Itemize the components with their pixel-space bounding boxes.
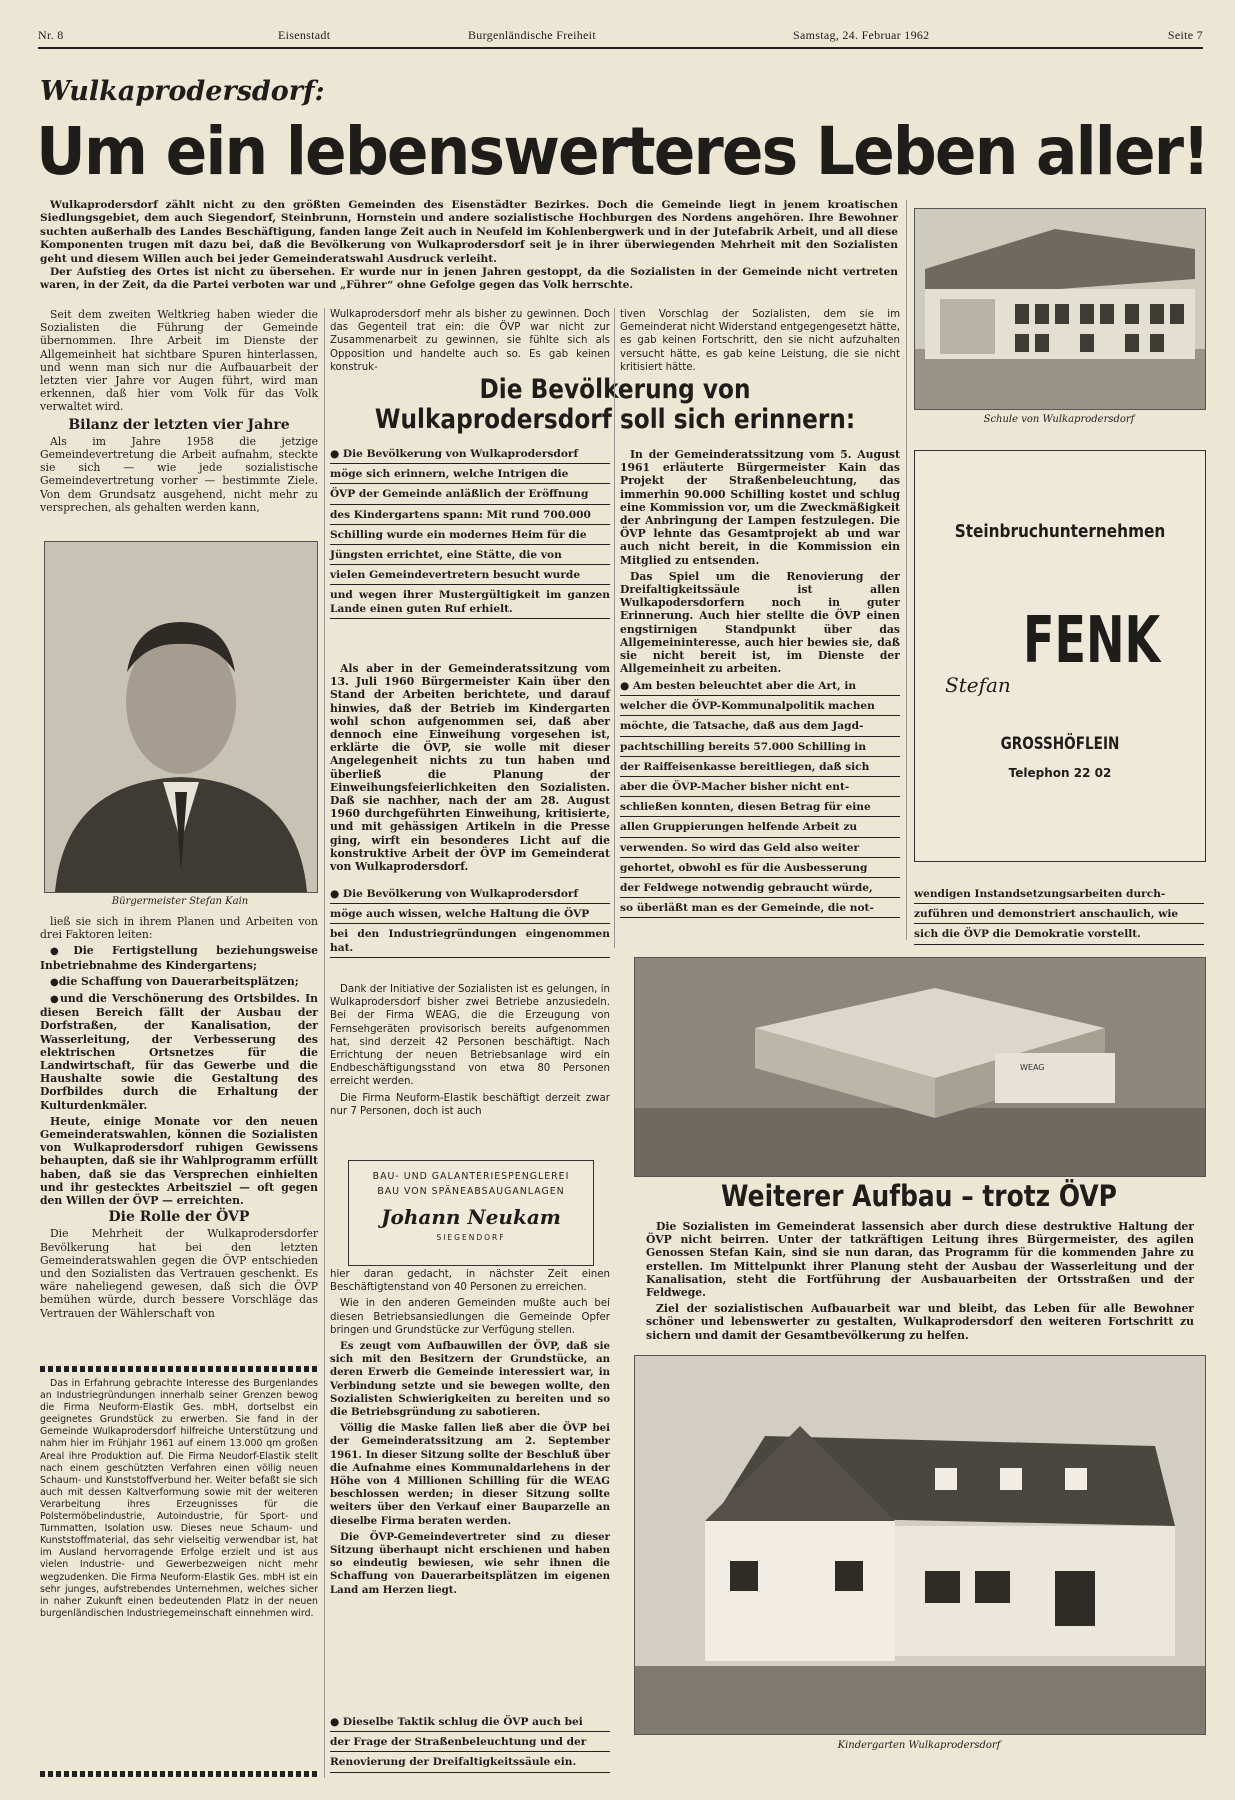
col3-para: tiven Vorschlag der Sozialisten, dem sie im Gemeinderat nicht Widerstand entgegengesetzt hätte, es gab keinen Fortschritt, den sie nicht aufzuhalten versucht hätte, es gab keine Leistung, die sie nicht kritisiert hätte. (620, 309, 900, 373)
underlined-line: der Frage der Straßenbeleuchtung und der (330, 1736, 610, 1752)
col1-bullet: ● und die Verschönerung des Ortsbildes. In diesen Bereich fällt der Ausbau der Dorfstraßen, der Kanalisation, der Wasserleitung, der Verbesserung des elektrischen Ortsnetzes für die Landwirtschaft, für das Gewerbe und die Haushalte sowie die Gestaltung des Dorfbildes durch die Erhaltung der Kulturdenkmäler. (40, 992, 318, 1112)
issue-date: Samstag, 24. Februar 1962 (793, 28, 930, 42)
col2-mid (330, 662, 610, 876)
underlined-line: so überläßt man es der Gemeinde, die not- (620, 902, 900, 918)
col3-para: In der Gemeinderatssitzung vom 5. August 1961 erläuterte Bürgermeister Kain das Projekt der Straßenbeleuchtung, das immerhin 90.000 Schilling kostet und schlug eine Kommission vor, um die Zweckmäßigkeit der Anbringung der Lampen festzulegen. Die ÖVP lehnte das Gesamtprojekt ab und war auch nicht bereit, in die Kommission ein Mitglied zu entsenden. (620, 448, 900, 567)
col1-bullet: ● die Schaffung von Dauerarbeitsplätzen; (40, 975, 318, 989)
underlined-line: Jüngsten errichtet, eine Stätte, die von (330, 549, 610, 565)
subhead-erinnern (370, 375, 860, 435)
col1-bottom (40, 915, 318, 1323)
underlined-line: des Kindergartens spann: Mit rund 700.000 (330, 509, 610, 525)
col1-para: Die Mehrheit der Wulkaprodersdorfer Bevölkerung hat bei den letzten Gemeinderatswahlen gegen die ÖVP entschieden und den Sozialisten das Vertrauen geschenkt. Es wäre naheliegend gewesen, daß sich die ÖVP bemühen würde, durch bessere Vorschläge das Vertrauen der Wählerschaft von (40, 1227, 318, 1320)
underlined-line: ● Am besten beleuchtet aber die Art, in (620, 680, 900, 696)
header-rule (38, 47, 1203, 49)
ad-fenk-phone: Telephon 22 02 (1008, 766, 1112, 780)
ad-fenk-first: Stefan (945, 673, 1011, 697)
closing-para: Die Sozialisten im Gemeinderat lassensich aber durch diese destruktive Haltung der ÖVP nicht beirren. Unter der tatkräftigen Leitung ihres Bürgermeister, des agilen Genossen Stefan Kain, sind sie nun daran, das Programm für die kommenden Jahre zu erstellen. Im Mittelpunkt ihrer Planung steht der Ausbau der Wasserleitung und der Kanalisation, steht die Fortführung der Ausbauarbeiten der Ortsstraßen und der Feldwege. (646, 1220, 1194, 1300)
col1-top (40, 308, 318, 517)
col2-para: Als aber in der Gemeinderatssitzung vom 13. Juli 1960 Bürgermeister Kain über den Stand der Arbeiten berichtete, und darauf hinwies, daß der Betrieb im Kindergarten wohl schon aufgenommen sei, daß aber dennoch eine Einweihung vorgesehen ist, erklärte die ÖVP, sie wolle mit dieser Angelegenheit nichts zu tun haben und überließ die Planung der Einweihungsfeierlichkeiten den Sozialisten. Daß sie nachher, nach der am 28. August 1960 durchgeführten Einweihung, kritisierte, und mit gehässigen Artikeln in die Presse ging, wirft ein besonderes Licht auf die konstruktive Arbeit der ÖVP im Gemeinderat von Wulkaprodersdorf. (330, 662, 610, 874)
col2-underlined-1 (330, 448, 610, 623)
ad-fenk (914, 450, 1206, 862)
subhead-rolle: Die Rolle der ÖVP (108, 1209, 250, 1226)
dotted-rule-bottom (40, 1771, 318, 1777)
underlined-line: Schilling wurde ein modernes Heim für die (330, 529, 610, 545)
header-place: Eisenstadt (278, 28, 331, 42)
col2-para: hier daran gedacht, in nächster Zeit einen Beschäftigtenstand von 40 Personen zu erreichen. (330, 1269, 610, 1294)
col2-para: Wie in den anderen Gemeinden mußte auch bei diesen Betriebsansiedlungen die Gemeinde Opfer bringen und Grundstücke zur Verfügung stellen. (330, 1298, 610, 1336)
dotted-rule-top (40, 1366, 318, 1372)
underlined-line: der Raiffeisenkasse bereitliegen, daß sich (620, 761, 900, 777)
underlined-line: ÖVP der Gemeinde anläßlich der Eröffnung (330, 488, 610, 504)
col1-bullet: ● Die Fertigstellung beziehungsweise Inbetriebnahme des Kindergartens; (40, 944, 318, 971)
ad-neukam-name: Johann Neukam (381, 1205, 561, 1229)
ad-neukam-line2: BAU VON SPÄNEABSAUGANLAGEN (377, 1186, 565, 1197)
col2-para: Die ÖVP-Gemeindevertreter sind zu dieser Sitzung überhaupt nicht erschienen und haben so eindeutig bewiesen, wie sehr ihnen die Schaffung von Dauerarbeitsplätzen im eigenen Land am Herzen liegt. (330, 1530, 610, 1596)
col1-para: ließ sie sich in ihrem Planen und Arbeiten von drei Faktoren leiten: (40, 915, 318, 942)
mayor-portrait-illustration (45, 542, 317, 892)
col2-para: Wulkaprodersdorf mehr als bisher zu gewinnen. Doch das Gegenteil trat ein: die ÖVP war nicht zur Zusammenarbeit zu gewinnen, sie fühlte sich als Opposition und handelte auch so. Es gab keinen konstruk- (330, 309, 610, 373)
underlined-line: zuführen und demonstriert anschaulich, wie (914, 908, 1204, 924)
col2-bottom (330, 1268, 610, 1600)
column-rule (324, 308, 325, 1778)
underlined-line: der Feldwege notwendig gebraucht würde, (620, 882, 900, 898)
underlined-line: allen Gruppierungen helfende Arbeit zu (620, 821, 900, 837)
mayor-caption: Bürgermeister Stefan Kain (111, 896, 249, 907)
page-number: Seite 7 (1167, 28, 1203, 42)
col3-underlined (620, 680, 900, 922)
col2-underlined-3 (330, 1716, 610, 1777)
col2-para: Es zeugt vom Aufbauwillen der ÖVP, daß sie sich mit den Besitzern der Grundstücke, an deren Erwerb die Gemeinde interessiert war, in Verbindung setzte und sie bewegen wollte, den Sozialisten Schwierigkeiten zu bereiten und so die Betriebsgründung zu sabotieren. (330, 1340, 610, 1419)
underlined-line: pachtschilling bereits 57.000 Schilling in (620, 741, 900, 757)
intro (40, 199, 898, 293)
factory-illustration (635, 958, 1205, 1176)
underlined-line: verwenden. So wird das Geld also weiter (620, 842, 900, 858)
intro-paragraph: Wulkaprodersdorf zählt nicht zu den größten Gemeinden des Eisenstädter Bezirkes. Doch die Gemeinde liegt in jenem kroatischen Siedlungsgebiet, dem auch Siegendorf, Steinbrunn, Hornstein und andere sozialistische Hochburgen des Nordens angehören. Ihre Bewohner suchten außerhalb des Landes Beschäftigung, fanden lange Zeit auch in Neufeld im Kohlenbergwerk und in der Jutefabrik Arbeit, und all diese Komponenten trugen mit dazu bei, daß die Bevölkerung von Wulkaprodersdorf seit je in ihrer überwiegenden Mehrheit mit den Sozialisten geht und diesem Willen auch bei jeder Gemeinderatswahl Ausdruck verleiht. (40, 199, 898, 265)
col1-para: Das in Erfahrung gebrachte Interesse des Burgenlandes an Industriegründungen innerhalb seiner Grenzen bewog die Firma Neuform-Elastik Ges. mbH, dortselbst ein geeignetes Grundstück zu erwerben. Sie fand in der Gemeinde Wulkaprodersdorf hilfreiche Unterstützung und nahm hier im Frühjahr 1961 auf einem 13.000 qm großen Areal ihre Produktion auf. Die Firma Neudorf-Elastik stellt nach einem geschützten Verfahren einen völlig neuen Schaum- und Kunststoffverbund her. Weiter befaßt sie sich auch mit dessen Kaltverformung sowie mit der weiteren Verarbeitung ihres Erzeugnisses für die Polstermöbelindustrie, Autoindustrie, für Sport- und Turnmatten, Isolation usw. Dieses neue Schaum- und Kunststoffmaterial, das sehr vielseitig verwendbar ist, hat im Ausland hervorragende Erfolge erzielt und ist aus vielen Industrie- und Gewerbezweigen nicht mehr wegzudenken. Die Firma Neuform-Elastik Ges. mbH ist ein sehr junges, aufstrebendes Unternehmen, welches sicher in naher Zukunft einen bedeutenden Platz in der neuen burgenländischen Industriegemeinschaft einnehmen wird. (40, 1378, 318, 1619)
underlined-line: ● Die Bevölkerung von Wulkaprodersdorf (330, 888, 610, 904)
mayor-portrait (44, 541, 318, 893)
ad-neukam-line1: BAU- UND GALANTERIESPENGLEREI (372, 1171, 570, 1182)
school-building-illustration (915, 209, 1205, 409)
subhead-weiterer (674, 1178, 1164, 1214)
underlined-line: vielen Gemeindevertretern besucht wurde (330, 569, 610, 585)
factory-sign: WEAG (1020, 1063, 1045, 1072)
col1-para: Als im Jahre 1958 die jetzige Gemeindevertretung die Arbeit aufnahm, steckte sie sich — wie jede sozialistische Gemeindevertretung vorher — bestimmte Ziele. Von dem Grundsatz ausgehend, nicht mehr zu versprechen, als gehalten werden kann, (40, 434, 318, 514)
underlined-line: und wegen ihrer Mustergültigkeit im ganzen Lande einen guten Ruf erhielt. (330, 589, 610, 618)
page-header (38, 28, 1203, 46)
kindergarten-photo (634, 1355, 1206, 1735)
ad-fenk-town: GROSSHÖFLEIN (1000, 734, 1120, 754)
underlined-line: ● Die Bevölkerung von Wulkaprodersdorf (330, 448, 610, 464)
underlined-line: möchte, die Tatsache, daß aus dem Jagd- (620, 720, 900, 736)
col2-underlined-2 (330, 888, 610, 962)
col2-lower (330, 983, 610, 1121)
ad-neukam (348, 1160, 594, 1266)
school-caption: Schule von Wulkaprodersdorf (983, 414, 1135, 425)
newspaper-name: Burgenländische Freiheit (468, 28, 596, 42)
col3-para: Das Spiel um die Renovierung der Dreifaltigkeitssäule ist allen Wulkapodersdorfern noch in guter Erinnerung. Auch hier stellte die ÖVP einen engstirnigen Standpunkt über das Allgemeininteresse, auch hier bewies sie, daß sie nicht bereit ist, im Dienste der Allgemeinheit zu arbeiten. (620, 569, 900, 676)
underlined-line: gehortet, obwohl es für die Ausbesserung (620, 862, 900, 878)
col3-top (620, 308, 900, 377)
col2-top (330, 308, 610, 377)
subhead-bilanz: Bilanz der letzten vier Jahre (68, 416, 290, 433)
subhead-erinnern-text: Die Bevölkerung von Wulkaprodersdorf soll sich erinnern: (374, 374, 856, 435)
underlined-line: aber die ÖVP-Macher bisher nicht ent- (620, 781, 900, 797)
neuform-article (40, 1378, 318, 1623)
kicker: Wulkaprodersdorf: (40, 76, 325, 107)
underlined-line: möge auch wissen, welche Haltung die ÖVP (330, 908, 610, 924)
ad-neukam-town: SIEGENDORF (436, 1233, 506, 1242)
underlined-tail (914, 888, 1204, 949)
col2-para: Völlig die Maske fallen ließ aber die ÖVP bei der Gemeinderatssitzung am 2. September 1961. In dieser Sitzung sollte der Beschluß über die Aufnahme eines Kommunaldarlehens in der Höhe von 4 Millionen Schilling für die WEAG beschlossen werden; in dieser Sitzung sollte weiters über den Verkauf einer Bauparzelle an dieselbe Firma beraten werden. (330, 1422, 610, 1527)
issue-number: Nr. 8 (38, 28, 64, 42)
underlined-line: wendigen Instandsetzungsarbeiten durch- (914, 888, 1204, 904)
underlined-line: Renovierung der Dreifaltigkeitssäule ein. (330, 1756, 610, 1772)
underlined-line: sich die ÖVP die Demokratie vorstellt. (914, 928, 1204, 944)
underlined-line: ● Dieselbe Taktik schlug die ÖVP auch bei (330, 1716, 610, 1732)
closing (646, 1220, 1194, 1345)
col2-para: Dank der Initiative der Sozialisten ist es gelungen, in Wulkaprodersdorf bisher zwei Betriebe anzusiedeln. Bei der Firma WEAG, die die Erzeugung von Fernsehgeräten provisorisch bereits aufgenommen hat, sind derzeit 42 Personen beschäftigt. Nach Errichtung der neuen Betriebsanlage wird ein Endbeschäftigungsstand von etwa 80 Personen erreicht werden. (330, 984, 610, 1088)
subhead-weiterer-text: Weiterer Aufbau – trotz ÖVP (721, 1179, 1117, 1213)
kindergarten-caption: Kindergarten Wulkaprodersdorf (837, 1740, 1001, 1751)
intro-paragraph: Der Aufstieg des Ortes ist nicht zu übersehen. Er wurde nur in jenen Jahren gestoppt, da die Sozialisten in der Gemeinde nicht vertreten waren, in der Zeit, da die Partei verboten war und „Führer“ ohne Gefolge gegen das Volk herrschte. (40, 266, 898, 292)
col2-para: Die Firma Neuform-Elastik beschäftigt derzeit zwar nur 7 Personen, doch ist auch (330, 1092, 610, 1117)
col1-para: Seit dem zweiten Weltkrieg haben wieder die Sozialisten die Führung der Gemeinde übernommen. Ihre Arbeit im Dienste der Allgemeinheit hat sichtbare Spuren hinterlassen, und wenn man sich nur die Aufbauarbeit der letzten vier Jahre vor Augen führt, wird man erkennen, daß hier vom Volk für das Volk verwaltet wird. (40, 308, 318, 414)
headline: Um ein lebenswerteres Leben aller! (36, 113, 1209, 190)
school-photo (914, 208, 1206, 410)
factory-photo (634, 957, 1206, 1177)
underlined-line: möge sich erinnern, welche Intrigen die (330, 468, 610, 484)
ad-fenk-company: Steinbruchunternehmen (954, 521, 1166, 542)
closing-para: Ziel der sozialistischen Aufbauarbeit war und bleibt, das Leben für alle Bewohner schöner und lebenswerter zu gestalten, Wulkaprodersdorf den weiteren Fortschritt zu sichern und damit der Gesamtbevölkerung zu helfen. (646, 1302, 1194, 1342)
underlined-line: schließen konnten, diesen Betrag für eine (620, 801, 900, 817)
ad-fenk-last: FENK (1023, 604, 1161, 678)
underlined-line: bei den Industriegründungen eingenommen hat. (330, 928, 610, 957)
column-rule (614, 308, 615, 948)
col3-mid (620, 448, 900, 678)
column-rule (906, 200, 907, 940)
col1-para: Heute, einige Monate vor den neuen Gemeinderatswahlen, können die Sozialisten von Wulkaprodersdorf ruhigen Gewissens behaupten, daß sie ihr Wahlprogramm erfüllt haben, daß sie das Versprechen einhielten und ihr gestecktes Arbeitsziel — oft gegen den Willen der ÖVP — erreichten. (40, 1114, 318, 1208)
kindergarten-illustration (635, 1356, 1205, 1734)
underlined-line: welcher die ÖVP-Kommunalpolitik machen (620, 700, 900, 716)
